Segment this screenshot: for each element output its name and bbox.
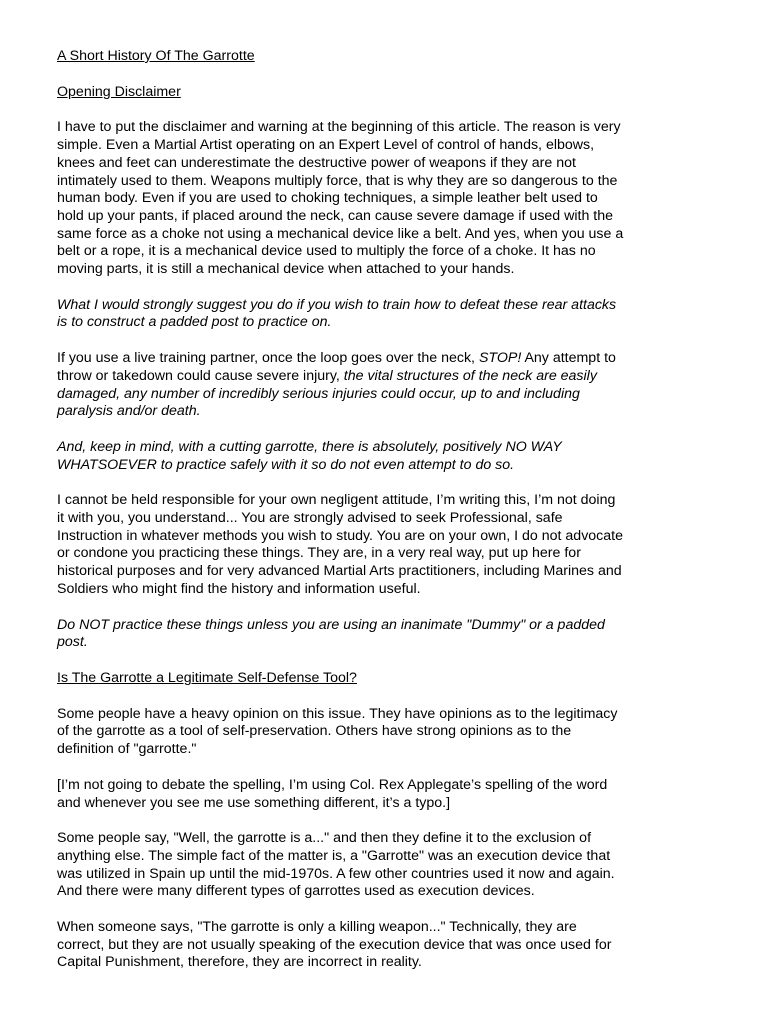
- text-line: Some people have a heavy opinion on this issue. They have opinions as to the legitimacy: [57, 705, 618, 722]
- text-line: it with you, you understand... You are strongly advised to seek Professional, safe: [57, 510, 563, 527]
- text-line: knees and feet can underestimate the destructive power of weapons if they are not: [57, 154, 576, 171]
- paragraph-liability: [57, 492, 728, 598]
- text-line: intimately used to them. Weapons multiply force, that is why they are so dangerous to the: [57, 172, 618, 189]
- text-line: belt or a rope, it is a mechanical device used to multiply the force of a choke. It has no: [57, 243, 596, 260]
- section-heading-legitimacy: Is The Garrotte a Legitimate Self-Defense Tool?: [57, 669, 357, 686]
- stop-emphasis: STOP!: [478, 350, 522, 367]
- paragraph-definition: [57, 830, 728, 901]
- paragraph-training-partner: [57, 350, 728, 421]
- text-line: hold up your pants, if placed around the neck, can cause severe damage if used with the: [57, 207, 614, 224]
- text-line: And there were many different types of garrottes used as execution devices.: [57, 883, 535, 900]
- text-line: Soldiers who might find the history and information useful.: [57, 580, 421, 597]
- text-line: Capital Punishment, therefore, they are incorrect in reality.: [57, 954, 422, 971]
- text-line: is to construct a padded post to practice on.: [57, 314, 332, 331]
- text-line: Instruction in whatever methods you wish to study. You are on your own, I do not advocate: [57, 527, 623, 544]
- text-line: And, keep in mind, with a cutting garrotte, there is absolutely, positively NO WAY: [57, 438, 562, 455]
- text-line: definition of "garrotte.": [57, 741, 197, 758]
- paragraph-killing-weapon: [57, 919, 728, 972]
- text-line: post.: [57, 634, 88, 651]
- text-line: or condone you practicing these things. They are, in a very real way, put up here for: [57, 545, 581, 562]
- text-line: [I’m not going to debate the spelling, I’m using Col. Rex Applegate’s spelling of the word: [57, 776, 608, 793]
- text-line: human body. Even if you are used to choking techniques, a simple leather belt used to: [57, 190, 598, 207]
- text-line: When someone says, "The garrotte is only a killing weapon..." Technically, they are: [57, 919, 577, 936]
- text-line: simple. Even a Martial Artist operating on an Expert Level of control of hands, elbows,: [57, 137, 595, 154]
- text-line: was utilized in Spain up until the mid-1970s. A few other countries used it now and again.: [57, 865, 615, 882]
- text-run: throw or takedown could cause severe injury,: [57, 367, 344, 384]
- document-title: A Short History Of The Garrotte: [57, 48, 255, 64]
- section-heading-disclaimer: Opening Disclaimer: [57, 83, 181, 100]
- text-line: Do NOT practice these things unless you are using an inanimate "Dummy" or a padded: [57, 616, 605, 633]
- paragraph-dummy-warning: [57, 617, 728, 652]
- text-line: What I would strongly suggest you do if you wish to train how to defeat these rear attacks: [57, 296, 617, 313]
- text-run: Any attempt to: [521, 350, 616, 367]
- text-line: Some people say, "Well, the garrotte is a..." and then they define it to the exclusion of: [57, 830, 592, 847]
- text-line: WHATSOEVER to practice safely with it so do not even attempt to do so.: [57, 456, 515, 473]
- paragraph-spelling-note: [57, 777, 728, 812]
- text-line: of the garrotte as a tool of self-preservation. Others have strong opinions as to the: [57, 723, 572, 740]
- paragraph-disclaimer-intro: [57, 119, 728, 278]
- text-line: same force as a choke not using a mechanical device like a belt. And yes, when you use a: [57, 225, 624, 242]
- text-line: correct, but they are not usually speaking of the execution device that was once used for: [57, 936, 612, 953]
- paragraph-padded-post-suggestion: [57, 297, 728, 332]
- text-line: I cannot be held responsible for your own negligent attitude, I’m writing this, I’m not doing: [57, 492, 616, 509]
- text-line: [57, 350, 728, 368]
- text-line: [57, 368, 728, 386]
- text-run: If you use a live training partner, once the loop goes over the neck,: [57, 350, 479, 367]
- text-line: I have to put the disclaimer and warning at the beginning of this article. The reason is very: [57, 119, 621, 136]
- text-line: and whenever you see me use something different, it’s a typo.]: [57, 794, 451, 811]
- text-line: paralysis and/or death.: [57, 403, 201, 420]
- paragraph-opinions: [57, 706, 728, 759]
- text-run-italic: the vital structures of the neck are easily: [343, 367, 597, 384]
- paragraph-cutting-garrotte-warning: [57, 439, 728, 474]
- text-line: historical purposes and for very advanced Martial Arts practitioners, including Marines and: [57, 563, 622, 580]
- text-line: damaged, any number of incredibly serious injuries could occur, up to and including: [57, 385, 580, 402]
- text-line: anything else. The simple fact of the matter is, a "Garrotte" was an execution device that: [57, 847, 611, 864]
- text-line: moving parts, it is still a mechanical device when attached to your hands.: [57, 261, 515, 278]
